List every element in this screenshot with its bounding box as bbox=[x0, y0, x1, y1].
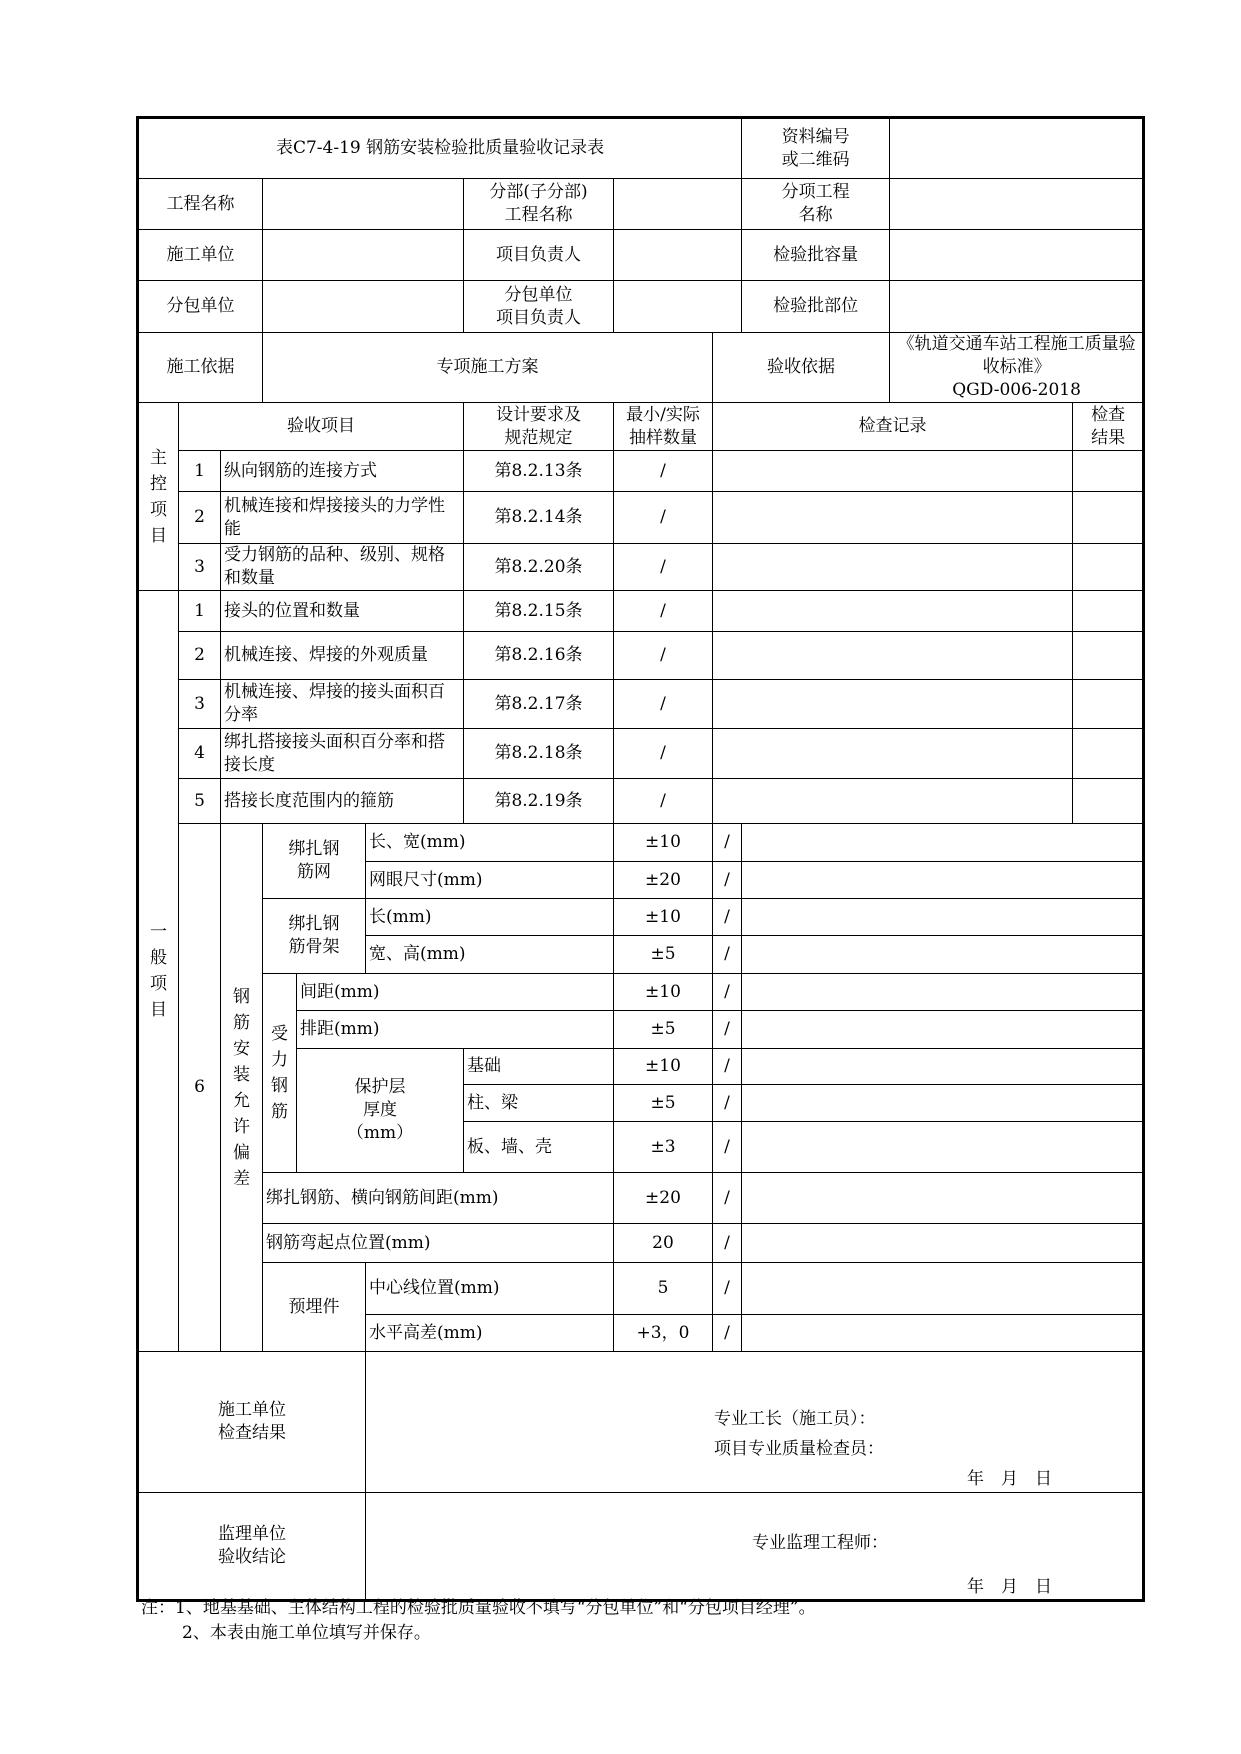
construction-check-label: 施工单位 检查结果 bbox=[138, 1352, 366, 1493]
doc-no-label: 资料编号 或二维码 bbox=[742, 118, 890, 179]
item-no: 3 bbox=[179, 680, 221, 729]
tolerance-value: ±10 bbox=[614, 824, 713, 862]
basis-label: 施工依据 bbox=[138, 333, 263, 403]
tolerance-item-name: 宽、高(mm) bbox=[366, 936, 614, 974]
item-sample[interactable]: / bbox=[713, 899, 742, 936]
tolerance-value: ±5 bbox=[614, 1011, 713, 1049]
item-record[interactable] bbox=[742, 899, 1144, 936]
item-no: 4 bbox=[179, 729, 221, 779]
tolerance-item-name: 钢筋弯起点位置(mm) bbox=[263, 1224, 614, 1263]
item-record[interactable] bbox=[742, 1011, 1144, 1049]
col-header-record: 检查记录 bbox=[713, 403, 1073, 451]
item-record[interactable] bbox=[742, 824, 1144, 862]
item-record[interactable] bbox=[742, 1122, 1144, 1173]
item-sample[interactable]: / bbox=[614, 680, 713, 729]
supervising-engineer-label: 专业监理工程师： bbox=[752, 1533, 888, 1553]
skeleton-group-label: 绑扎钢 筋骨架 bbox=[263, 899, 366, 974]
batch-location-field[interactable] bbox=[890, 281, 1144, 333]
tolerance-item-name: 长(mm) bbox=[366, 899, 614, 936]
sub-division-field[interactable] bbox=[614, 179, 742, 230]
item-clause: 第8.2.13条 bbox=[464, 451, 614, 492]
item-sample[interactable]: / bbox=[614, 492, 713, 544]
tolerance-value: ±10 bbox=[614, 974, 713, 1011]
item-no: 2 bbox=[179, 632, 221, 680]
item-record[interactable] bbox=[742, 974, 1144, 1011]
item-result[interactable] bbox=[1073, 492, 1144, 544]
tolerance-label: 钢 筋 安 装 允 许 偏 差 bbox=[221, 824, 263, 1352]
cover-thickness-label: 保护层 厚度 （mm） bbox=[297, 1049, 464, 1173]
tolerance-value: 5 bbox=[614, 1263, 713, 1315]
main-control-label: 主 控 项 目 bbox=[138, 403, 179, 591]
tolerance-item-name: 柱、梁 bbox=[464, 1085, 614, 1122]
acceptance-basis-value: 《轨道交通车站工程施工质量验收标准》 QGD-006-2018 bbox=[890, 333, 1144, 403]
note-1: 注：1、地基基础、主体结构工程的检验批质量验收不填写“分包单位”和“分包项目经理”。 bbox=[141, 1598, 816, 1618]
col-header-item: 验收项目 bbox=[179, 403, 464, 451]
item-record[interactable] bbox=[742, 1085, 1144, 1122]
item-record[interactable] bbox=[713, 779, 1073, 824]
tolerance-item-name: 长、宽(mm) bbox=[366, 824, 614, 862]
item-clause: 第8.2.19条 bbox=[464, 779, 614, 824]
item-clause: 第8.2.16条 bbox=[464, 632, 614, 680]
footnotes bbox=[141, 1596, 816, 1646]
item-clause: 第8.2.14条 bbox=[464, 492, 614, 544]
col-header-result: 检查 结果 bbox=[1073, 403, 1144, 451]
sub-item-label: 分项工程 名称 bbox=[742, 179, 890, 230]
item-name: 机械连接、焊接的接头面积百分率 bbox=[221, 680, 464, 729]
item-record[interactable] bbox=[742, 1263, 1144, 1315]
sub-division-label: 分部(子分部) 工程名称 bbox=[464, 179, 614, 230]
supervision-area[interactable] bbox=[366, 1493, 1144, 1601]
mesh-group-label: 绑扎钢 筋网 bbox=[263, 824, 366, 899]
date-label: 年 月 日 bbox=[967, 1469, 1052, 1489]
item-sample[interactable]: / bbox=[713, 1122, 742, 1173]
item-no: 6 bbox=[179, 824, 221, 1352]
item-clause: 第8.2.18条 bbox=[464, 729, 614, 779]
acceptance-basis-label: 验收依据 bbox=[713, 333, 890, 403]
tolerance-value: +3，0 bbox=[614, 1315, 713, 1352]
acceptance-record-table bbox=[136, 116, 1145, 1602]
form-title: 表C7-4-19 钢筋安装检验批质量验收记录表 bbox=[138, 118, 742, 179]
tolerance-value: ±3 bbox=[614, 1122, 713, 1173]
construction-check-area[interactable] bbox=[366, 1352, 1144, 1493]
item-result[interactable] bbox=[1073, 544, 1144, 591]
item-name: 搭接长度范围内的箍筋 bbox=[221, 779, 464, 824]
item-sample[interactable]: / bbox=[713, 1011, 742, 1049]
tolerance-item-name: 绑扎钢筋、横向钢筋间距(mm) bbox=[263, 1173, 614, 1224]
item-name: 绑扎搭接接头面积百分率和搭接长度 bbox=[221, 729, 464, 779]
item-sample[interactable]: / bbox=[713, 1173, 742, 1224]
item-sample[interactable]: / bbox=[713, 862, 742, 899]
item-sample[interactable]: / bbox=[713, 1049, 742, 1085]
item-record[interactable] bbox=[713, 729, 1073, 779]
item-result[interactable] bbox=[1073, 591, 1144, 632]
tolerance-item-name: 间距(mm) bbox=[297, 974, 614, 1011]
item-no: 3 bbox=[179, 544, 221, 591]
basis-value: 专项施工方案 bbox=[263, 333, 713, 403]
item-result[interactable] bbox=[1073, 451, 1144, 492]
item-sample[interactable]: / bbox=[614, 451, 713, 492]
item-result[interactable] bbox=[1073, 632, 1144, 680]
general-item-label: 一 般 项 目 bbox=[138, 591, 179, 1352]
item-record[interactable] bbox=[742, 1173, 1144, 1224]
item-sample[interactable]: / bbox=[713, 1224, 742, 1263]
batch-capacity-field[interactable] bbox=[890, 230, 1144, 281]
item-sample[interactable]: / bbox=[713, 936, 742, 974]
tolerance-item-name: 基础 bbox=[464, 1049, 614, 1085]
item-no: 2 bbox=[179, 492, 221, 544]
supervision-label: 监理单位 验收结论 bbox=[138, 1493, 366, 1601]
item-clause: 第8.2.17条 bbox=[464, 680, 614, 729]
item-sample[interactable]: / bbox=[614, 729, 713, 779]
item-sample[interactable]: / bbox=[614, 779, 713, 824]
item-sample[interactable]: / bbox=[713, 824, 742, 862]
item-clause: 第8.2.15条 bbox=[464, 591, 614, 632]
tolerance-value: ±5 bbox=[614, 936, 713, 974]
item-sample[interactable]: / bbox=[713, 1315, 742, 1352]
item-record[interactable] bbox=[713, 492, 1073, 544]
tolerance-item-name: 板、墙、壳 bbox=[464, 1122, 614, 1173]
tolerance-value: ±10 bbox=[614, 899, 713, 936]
project-manager-field[interactable] bbox=[614, 230, 742, 281]
sub-manager-label: 分包单位 项目负责人 bbox=[464, 281, 614, 333]
tolerance-item-name: 中心线位置(mm) bbox=[366, 1263, 614, 1315]
item-sample[interactable]: / bbox=[713, 1085, 742, 1122]
item-no: 5 bbox=[179, 779, 221, 824]
item-sample[interactable]: / bbox=[614, 632, 713, 680]
doc-no-field[interactable] bbox=[890, 118, 1144, 179]
item-no: 1 bbox=[179, 451, 221, 492]
item-record[interactable] bbox=[713, 591, 1073, 632]
tolerance-value: ±10 bbox=[614, 1049, 713, 1085]
batch-capacity-label: 检验批容量 bbox=[742, 230, 890, 281]
tolerance-value: ±5 bbox=[614, 1085, 713, 1122]
note-2: 2、本表由施工单位填写并保存。 bbox=[182, 1623, 431, 1643]
item-record[interactable] bbox=[713, 451, 1073, 492]
item-sample[interactable]: / bbox=[713, 1263, 742, 1315]
quality-inspector-label: 项目专业质量检查员： bbox=[714, 1439, 884, 1459]
contractor-field[interactable] bbox=[263, 230, 464, 281]
sub-manager-field[interactable] bbox=[614, 281, 742, 333]
item-record[interactable] bbox=[742, 1315, 1144, 1352]
date-label: 年 月 日 bbox=[967, 1577, 1052, 1597]
col-header-sample: 最小/实际 抽样数量 bbox=[614, 403, 713, 451]
item-result[interactable] bbox=[1073, 779, 1144, 824]
item-sample[interactable]: / bbox=[614, 591, 713, 632]
tolerance-value: ±20 bbox=[614, 862, 713, 899]
item-name: 机械连接和焊接接头的力学性能 bbox=[221, 492, 464, 544]
project-manager-label: 项目负责人 bbox=[464, 230, 614, 281]
tolerance-value: 20 bbox=[614, 1224, 713, 1263]
subcontractor-field[interactable] bbox=[263, 281, 464, 333]
item-record[interactable] bbox=[713, 544, 1073, 591]
item-name: 纵向钢筋的连接方式 bbox=[221, 451, 464, 492]
item-record[interactable] bbox=[742, 1049, 1144, 1085]
stressed-rebar-label: 受 力 钢 筋 bbox=[263, 974, 297, 1173]
foreman-label: 专业工长（施工员）： bbox=[714, 1409, 876, 1429]
item-record[interactable] bbox=[713, 632, 1073, 680]
tolerance-item-name: 水平高差(mm) bbox=[366, 1315, 614, 1352]
item-record[interactable] bbox=[713, 680, 1073, 729]
item-clause: 第8.2.20条 bbox=[464, 544, 614, 591]
project-name-field[interactable] bbox=[263, 179, 464, 230]
item-sample[interactable]: / bbox=[614, 544, 713, 591]
item-record[interactable] bbox=[742, 862, 1144, 899]
item-sample[interactable]: / bbox=[713, 974, 742, 1011]
sub-item-field[interactable] bbox=[890, 179, 1144, 230]
contractor-label: 施工单位 bbox=[138, 230, 263, 281]
item-name: 机械连接、焊接的外观质量 bbox=[221, 632, 464, 680]
tolerance-item-name: 网眼尺寸(mm) bbox=[366, 862, 614, 899]
tolerance-item-name: 排距(mm) bbox=[297, 1011, 614, 1049]
subcontractor-label: 分包单位 bbox=[138, 281, 263, 333]
item-name: 受力钢筋的品种、级别、规格和数量 bbox=[221, 544, 464, 591]
batch-location-label: 检验批部位 bbox=[742, 281, 890, 333]
item-no: 1 bbox=[179, 591, 221, 632]
item-name: 接头的位置和数量 bbox=[221, 591, 464, 632]
col-header-design: 设计要求及 规范规定 bbox=[464, 403, 614, 451]
item-record[interactable] bbox=[742, 936, 1144, 974]
tolerance-value: ±20 bbox=[614, 1173, 713, 1224]
embedded-parts-label: 预埋件 bbox=[263, 1263, 366, 1352]
item-result[interactable] bbox=[1073, 729, 1144, 779]
item-result[interactable] bbox=[1073, 680, 1144, 729]
project-name-label: 工程名称 bbox=[138, 179, 263, 230]
item-record[interactable] bbox=[742, 1224, 1144, 1263]
